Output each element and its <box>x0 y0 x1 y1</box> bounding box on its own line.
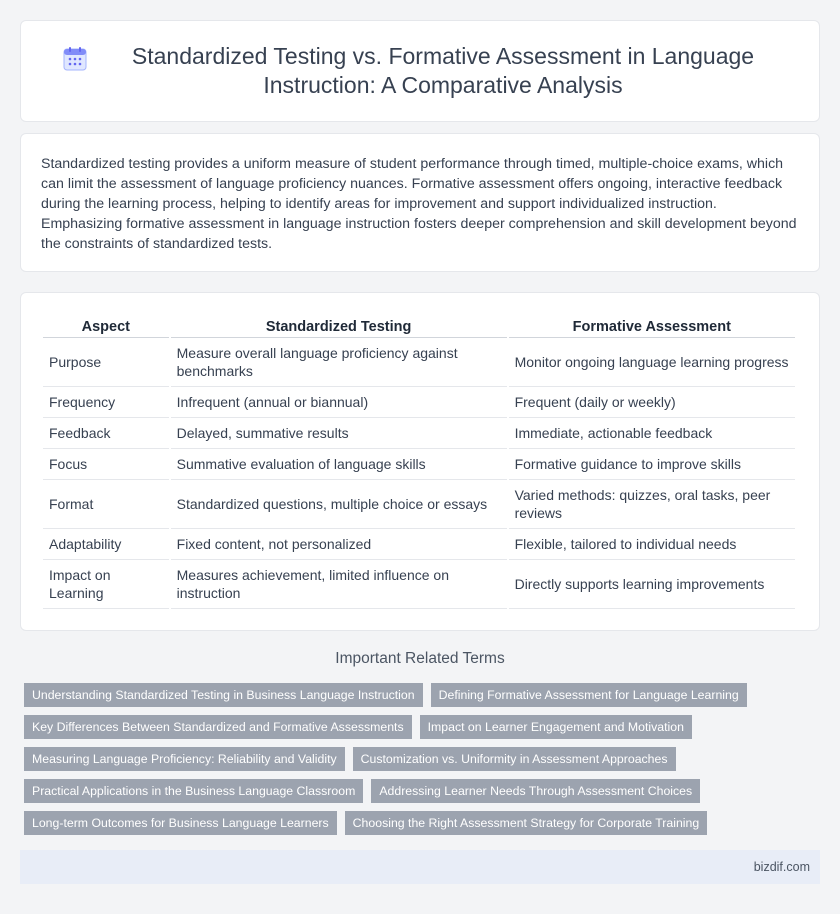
table-cell-aspect: Frequency <box>43 387 169 418</box>
table-row <box>43 449 795 480</box>
column-header-aspect: Aspect <box>43 315 169 338</box>
related-term-tag[interactable]: Addressing Learner Needs Through Assessment Choices <box>371 779 700 803</box>
header-card <box>20 20 820 122</box>
table-cell-aspect: Format <box>43 480 169 529</box>
table-cell-standardized: Fixed content, not personalized <box>171 529 507 560</box>
comparison-table <box>41 315 797 609</box>
table-cell-formative: Monitor ongoing language learning progress <box>509 338 795 387</box>
table-cell-standardized: Infrequent (annual or biannual) <box>171 387 507 418</box>
related-term-tag[interactable]: Choosing the Right Assessment Strategy for Corporate Training <box>345 811 708 835</box>
calendar-icon <box>62 46 88 72</box>
table-cell-aspect: Purpose <box>43 338 169 387</box>
table-cell-aspect: Focus <box>43 449 169 480</box>
table-cell-standardized: Delayed, summative results <box>171 418 507 449</box>
table-cell-aspect: Feedback <box>43 418 169 449</box>
table-row <box>43 338 795 387</box>
page-title: Standardized Testing vs. Formative Assessment in Language Instruction: A Comparative Analysis <box>131 43 755 98</box>
table-cell-formative: Flexible, tailored to individual needs <box>509 529 795 560</box>
footer <box>20 850 820 884</box>
table-cell-standardized: Summative evaluation of language skills <box>171 449 507 480</box>
table-cell-standardized: Standardized questions, multiple choice or essays <box>171 480 507 529</box>
column-header-standardized: Standardized Testing <box>171 315 507 338</box>
related-term-tag[interactable]: Key Differences Between Standardized and Formative Assessments <box>24 715 412 739</box>
table-cell-formative: Immediate, actionable feedback <box>509 418 795 449</box>
table-cell-formative: Frequent (daily or weekly) <box>509 387 795 418</box>
intro-text: Standardized testing provides a uniform measure of student performance through timed, multiple-choice exams, which can limit the assessment of language proficiency nuances. Formative assessment offers ongoing, interactive feedback during the learning process, helping to identify areas for improvement and support individualized instruction. Emphasizing formative assessment in language instruction fosters deeper comprehension and skill development beyond the constraints of standardized tests. <box>41 156 797 252</box>
table-row <box>43 418 795 449</box>
related-terms-list <box>24 683 824 843</box>
related-term-tag[interactable]: Measuring Language Proficiency: Reliability and Validity <box>24 747 345 771</box>
table-header-row <box>43 315 795 338</box>
related-term-tag[interactable]: Understanding Standardized Testing in Business Language Instruction <box>24 683 423 707</box>
related-term-tag[interactable]: Defining Formative Assessment for Language Learning <box>431 683 747 707</box>
related-term-tag[interactable]: Practical Applications in the Business Language Classroom <box>24 779 363 803</box>
table-cell-standardized: Measure overall language proficiency against benchmarks <box>171 338 507 387</box>
table-cell-aspect: Impact on Learning <box>43 560 169 609</box>
footer-site-link[interactable]: bizdif.com <box>753 860 810 874</box>
table-row <box>43 387 795 418</box>
column-header-formative: Formative Assessment <box>509 315 795 338</box>
table-cell-aspect: Adaptability <box>43 529 169 560</box>
table-cell-formative: Varied methods: quizzes, oral tasks, peer reviews <box>509 480 795 529</box>
related-terms-heading: Important Related Terms <box>335 650 505 667</box>
comparison-table-card <box>20 292 820 631</box>
table-cell-formative: Formative guidance to improve skills <box>509 449 795 480</box>
table-row <box>43 480 795 529</box>
related-term-tag[interactable]: Long-term Outcomes for Business Language Learners <box>24 811 337 835</box>
table-row <box>43 560 795 609</box>
table-cell-standardized: Measures achievement, limited influence on instruction <box>171 560 507 609</box>
intro-card <box>20 133 820 272</box>
related-term-tag[interactable]: Customization vs. Uniformity in Assessment Approaches <box>353 747 676 771</box>
table-cell-formative: Directly supports learning improvements <box>509 560 795 609</box>
related-term-tag[interactable]: Impact on Learner Engagement and Motivation <box>420 715 692 739</box>
table-row <box>43 529 795 560</box>
